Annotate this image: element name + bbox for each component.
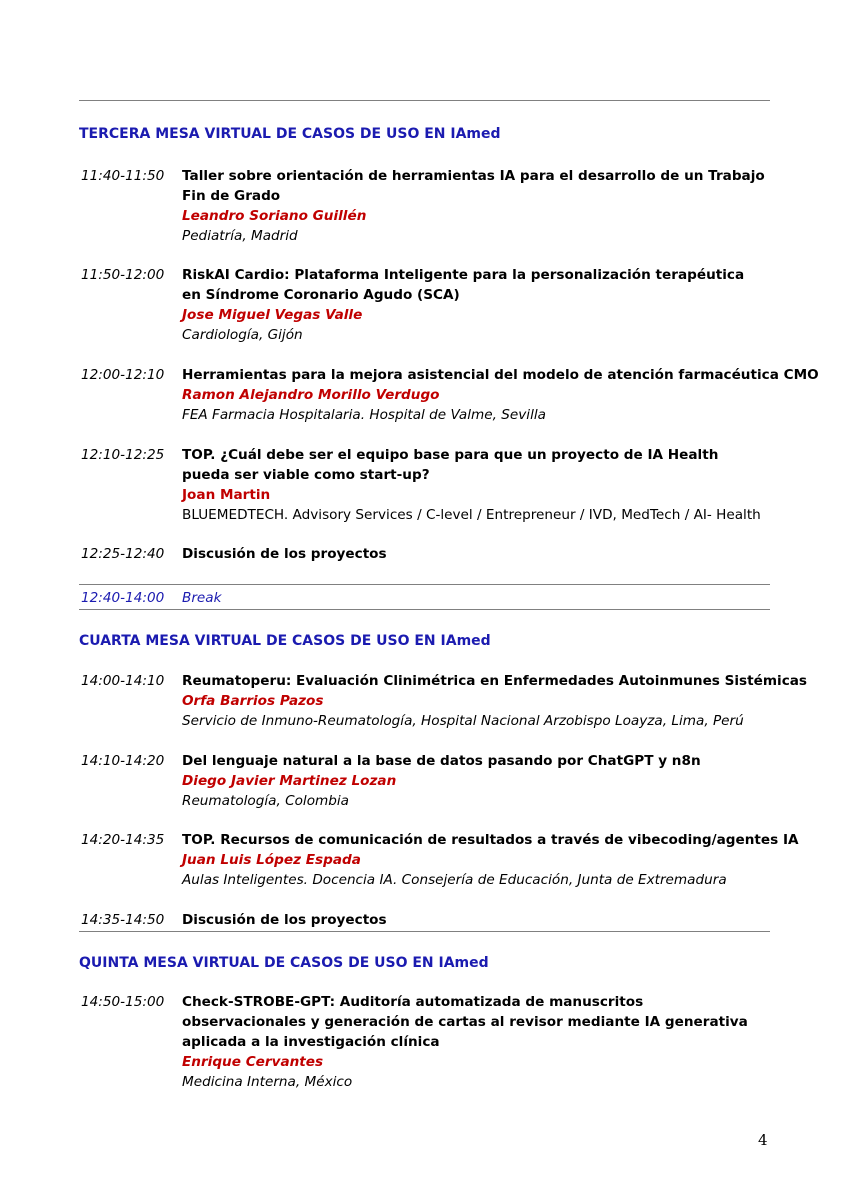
entry-time: 14:20-14:35: [81, 832, 165, 848]
entry-time: 14:10-14:20: [81, 753, 165, 769]
entry-speaker: Diego Javier Martinez Lozan: [182, 773, 397, 789]
break-bottom-divider: [79, 609, 770, 610]
entry-affiliation: Pediatría, Madrid: [182, 228, 298, 244]
entry-title: Discusión de los proyectos: [182, 546, 387, 562]
entry-affiliation: FEA Farmacia Hospitalaria. Hospital de Valme, Sevilla: [182, 407, 546, 423]
entry-title: TOP. Recursos de comunicación de resultados a través de vibecoding/agentes IA: [182, 832, 799, 848]
section-divider: [79, 931, 770, 932]
break-top-divider: [79, 584, 770, 585]
entry-time: 14:50-15:00: [81, 994, 165, 1010]
entry-affiliation: Aulas Inteligentes. Docencia IA. Consejería de Educación, Junta de Extremadura: [182, 872, 727, 888]
break-time: 12:40-14:00: [81, 590, 165, 606]
entry-title: RiskAI Cardio: Plataforma Inteligente para la personalización terapéutica en Síndrome Coronario Agudo (SCA): [182, 267, 745, 303]
entry-time: 12:10-12:25: [81, 447, 165, 463]
entry-time: 14:00-14:10: [81, 673, 165, 689]
entry-time: 14:35-14:50: [81, 912, 165, 928]
entry-affiliation: Medicina Interna, México: [182, 1074, 353, 1090]
entry-time: 11:40-11:50: [81, 168, 165, 184]
entry-affiliation: Reumatología, Colombia: [182, 793, 349, 809]
entry-speaker: Joan Martin: [182, 487, 271, 503]
entry-title: Reumatoperu: Evaluación Clinimétrica en Enfermedades Autoinmunes Sistémicas: [182, 673, 808, 689]
entry-speaker: Orfa Barrios Pazos: [182, 693, 324, 709]
entry-time: 12:25-12:40: [81, 546, 165, 562]
top-divider: [79, 100, 770, 101]
break-label: Break: [182, 590, 222, 606]
entry-speaker: Juan Luis López Espada: [182, 852, 361, 868]
section-heading-cuarta: CUARTA MESA VIRTUAL DE CASOS DE USO EN IAmed: [79, 633, 491, 649]
entry-title: Del lenguaje natural a la base de datos pasando por ChatGPT y n8n: [182, 753, 701, 769]
entry-time: 11:50-12:00: [81, 267, 165, 283]
entry-title: Check-STROBE-GPT: Auditoría automatizada de manuscritos observacionales y generación de cartas al revisor mediante IA generativa aplicada a la investigación clínica: [182, 994, 748, 1050]
entry-affiliation: BLUEMEDTECH. Advisory Services / C-level / Entrepreneur / IVD, MedTech / AI- Health: [182, 507, 761, 523]
section-heading-tercera: TERCERA MESA VIRTUAL DE CASOS DE USO EN IAmed: [79, 126, 501, 142]
entry-title: TOP. ¿Cuál debe ser el equipo base para que un proyecto de IA Health pueda ser viable como start-up?: [182, 447, 719, 483]
page-number: 4: [758, 1131, 768, 1149]
entry-title: Herramientas para la mejora asistencial del modelo de atención farmacéutica CMO: [182, 367, 819, 383]
entry-affiliation: Cardiología, Gijón: [182, 327, 303, 343]
section-heading-quinta: QUINTA MESA VIRTUAL DE CASOS DE USO EN IAmed: [79, 955, 489, 971]
entry-time: 12:00-12:10: [81, 367, 165, 383]
entry-title: Discusión de los proyectos: [182, 912, 387, 928]
entry-title: Taller sobre orientación de herramientas IA para el desarrollo de un Trabajo Fin de Grado: [182, 168, 765, 204]
entry-affiliation: Servicio de Inmuno-Reumatología, Hospital Nacional Arzobispo Loayza, Lima, Perú: [182, 713, 744, 729]
entry-speaker: Leandro Soriano Guillén: [182, 208, 367, 224]
entry-speaker: Ramon Alejandro Morillo Verdugo: [182, 387, 440, 403]
entry-speaker: Jose Miguel Vegas Valle: [182, 307, 363, 323]
entry-speaker: Enrique Cervantes: [182, 1054, 324, 1070]
